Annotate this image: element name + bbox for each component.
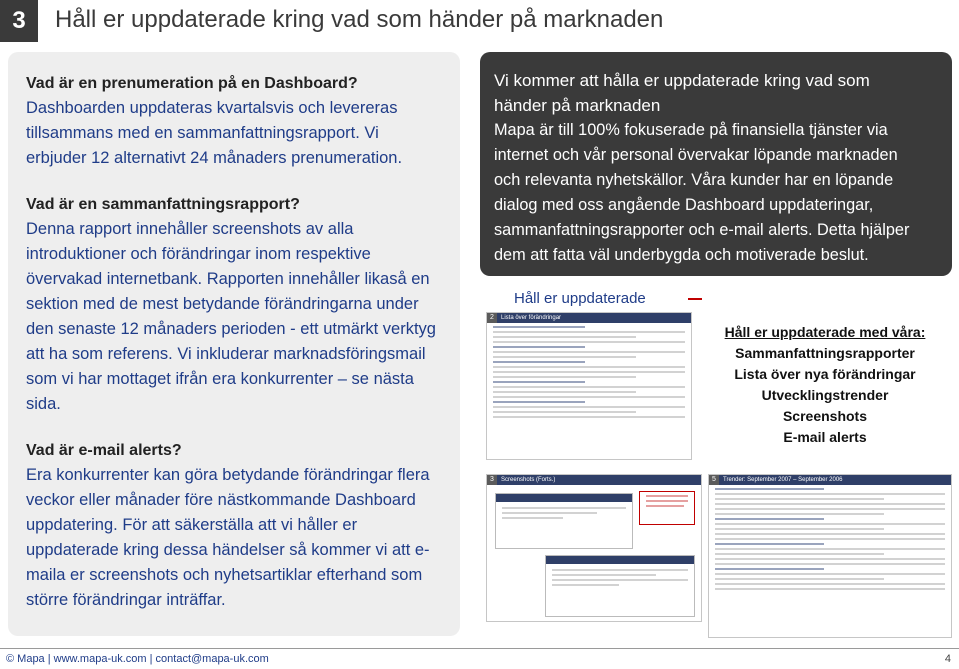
- intro-title-line: Vi kommer att hålla er uppdaterade kring vad som: [494, 71, 870, 90]
- placeholder-line: [715, 498, 884, 500]
- intro-body-line: Mapa är till 100% fokuserade på finansiella tjänster via: [494, 121, 888, 139]
- placeholder-line: [715, 508, 945, 510]
- placeholder-line: [715, 513, 884, 515]
- placeholder-line: [715, 523, 945, 525]
- answer-line: uppdatering. För att säkerställa att vi håller er: [26, 516, 358, 534]
- placeholder-line: [493, 381, 585, 383]
- faq-answer-subscription: [26, 96, 442, 171]
- thumbnail-trends: [708, 474, 952, 638]
- answer-line: som vi har mottaget ifrån era konkurrenter – se nästa: [26, 370, 414, 388]
- faq-panel: [8, 52, 460, 636]
- placeholder-line: [493, 351, 685, 353]
- thumbnail-screenshots: [486, 474, 702, 622]
- intro-body-line: sammanfattningsrapporter och e-mail alerts. Detta hjälper: [494, 221, 910, 239]
- feature-item: E-mail alerts: [783, 429, 867, 445]
- intro-panel: [480, 52, 952, 276]
- answer-line: att ha som referens. Vi inkluderar marknadsföringsmail: [26, 345, 426, 363]
- placeholder-line: [715, 533, 945, 535]
- intro-body-line: dem att fatta väl underbygda och motiverade beslut.: [494, 246, 869, 264]
- placeholder-line: [715, 588, 945, 590]
- thumbnail-number: 2: [487, 313, 497, 323]
- thumbnail-header: [487, 313, 691, 323]
- section-number: 3: [0, 0, 38, 42]
- thumbnail-number: 3: [487, 475, 497, 485]
- answer-line: Denna rapport innehåller screenshots av alla: [26, 220, 354, 238]
- thumbnail-change-list: [486, 312, 692, 460]
- screenshot-image: [495, 493, 633, 549]
- placeholder-line: [493, 401, 585, 403]
- thumbnail-header: [709, 475, 951, 485]
- placeholder-line: [493, 416, 685, 418]
- placeholder-line: [493, 326, 585, 328]
- answer-line: sektion med de mest betydande förändringarna under: [26, 295, 419, 313]
- answer-line: Dashboarden uppdateras kvartalsvis och levereras: [26, 99, 398, 117]
- placeholder-line: [493, 336, 636, 338]
- answer-line: introduktioner och förändringar inom respektive: [26, 245, 371, 263]
- answer-line: Era konkurrenter kan göra betydande förändringar flera: [26, 466, 430, 484]
- placeholder-line: [715, 563, 945, 565]
- intro-title: [494, 68, 938, 118]
- answer-line: uppdaterade kring dessa händelser så kommer vi att e-: [26, 541, 430, 559]
- placeholder-line: [715, 528, 884, 530]
- answer-line: erbjuder 12 alternativt 24 månaders prenumeration.: [26, 149, 403, 167]
- feature-item: Screenshots: [782, 408, 868, 424]
- thumbnail-title: Trender: September 2007 – September 2006: [723, 477, 843, 483]
- placeholder-line: [493, 391, 636, 393]
- connector-line: [688, 298, 702, 300]
- page-header: [0, 0, 959, 46]
- intro-body-line: internet och vår personal övervakar löpande marknaden: [494, 146, 898, 164]
- page-number: 4: [944, 653, 951, 665]
- thumbnail-number: 5: [709, 475, 719, 485]
- placeholder-line: [715, 518, 824, 520]
- features-list: [700, 322, 950, 448]
- thumbnail-title: Lista över förändringar: [501, 315, 562, 321]
- faq-answer-summary-report: [26, 217, 442, 417]
- placeholder-line: [493, 396, 685, 398]
- answer-line: veckor eller månader före nästkommande Dashboard: [26, 491, 416, 509]
- intro-body: [494, 118, 938, 268]
- placeholder-line: [715, 583, 945, 585]
- faq-answer-email-alerts: [26, 463, 442, 613]
- placeholder-line: [715, 548, 945, 550]
- faq-question-email-alerts: Vad är e-mail alerts?: [26, 442, 182, 459]
- page-title: Håll er uppdaterade kring vad som händer på marknaden: [55, 6, 664, 33]
- feature-item: Lista över nya förändringar: [734, 366, 916, 382]
- placeholder-line: [715, 538, 945, 540]
- footer-contact: © Mapa | www.mapa-uk.com | contact@mapa-uk.com: [6, 653, 269, 665]
- placeholder-line: [493, 371, 685, 373]
- thumbnail-title: Screenshots (Forts.): [501, 477, 556, 483]
- placeholder-line: [493, 361, 585, 363]
- placeholder-line: [715, 568, 824, 570]
- placeholder-line: [715, 543, 824, 545]
- placeholder-line: [493, 331, 685, 333]
- placeholder-line: [715, 503, 945, 505]
- intro-body-line: och relevanta nyhetskällor. Våra kunder har en löpande: [494, 171, 894, 189]
- intro-body-line: dialog med oss angående Dashboard uppdateringar,: [494, 196, 874, 214]
- answer-line: den senaste 12 månaders perioden - ett utmärkt verktyg: [26, 320, 436, 338]
- placeholder-line: [493, 356, 636, 358]
- feature-item: Utvecklingstrender: [761, 387, 889, 403]
- screenshot-image: [545, 555, 695, 617]
- placeholder-line: [715, 558, 945, 560]
- feature-item: Sammanfattningsrapporter: [735, 345, 915, 361]
- stay-updated-label: Håll er uppdaterade: [514, 290, 646, 307]
- answer-line: maila er screenshots och nyhetsartiklar efterhand som: [26, 566, 423, 584]
- placeholder-line: [493, 376, 636, 378]
- placeholder-line: [493, 411, 636, 413]
- placeholder-line: [715, 493, 945, 495]
- faq-question-summary-report: Vad är en sammanfattningsrapport?: [26, 196, 300, 213]
- placeholder-line: [493, 366, 685, 368]
- page-footer: [0, 648, 959, 669]
- thumbnail-header: [487, 475, 701, 485]
- placeholder-line: [715, 553, 884, 555]
- features-heading: Håll er uppdaterade med våra:: [724, 324, 926, 340]
- answer-line: större förändringar inträffar.: [26, 591, 226, 609]
- placeholder-line: [493, 341, 685, 343]
- placeholder-line: [493, 386, 685, 388]
- answer-line: övervakad internetbank. Rapporten innehåller likaså en: [26, 270, 430, 288]
- answer-line: tillsammans med en sammanfattningsrapport. Vi: [26, 124, 379, 142]
- placeholder-line: [493, 406, 685, 408]
- placeholder-line: [493, 346, 585, 348]
- placeholder-line: [715, 573, 945, 575]
- answer-line: sida.: [26, 395, 61, 413]
- intro-title-line: händer på marknaden: [494, 96, 661, 115]
- callout-box: [639, 491, 695, 525]
- placeholder-line: [715, 578, 884, 580]
- placeholder-line: [715, 488, 824, 490]
- faq-question-subscription: Vad är en prenumeration på en Dashboard?: [26, 75, 358, 92]
